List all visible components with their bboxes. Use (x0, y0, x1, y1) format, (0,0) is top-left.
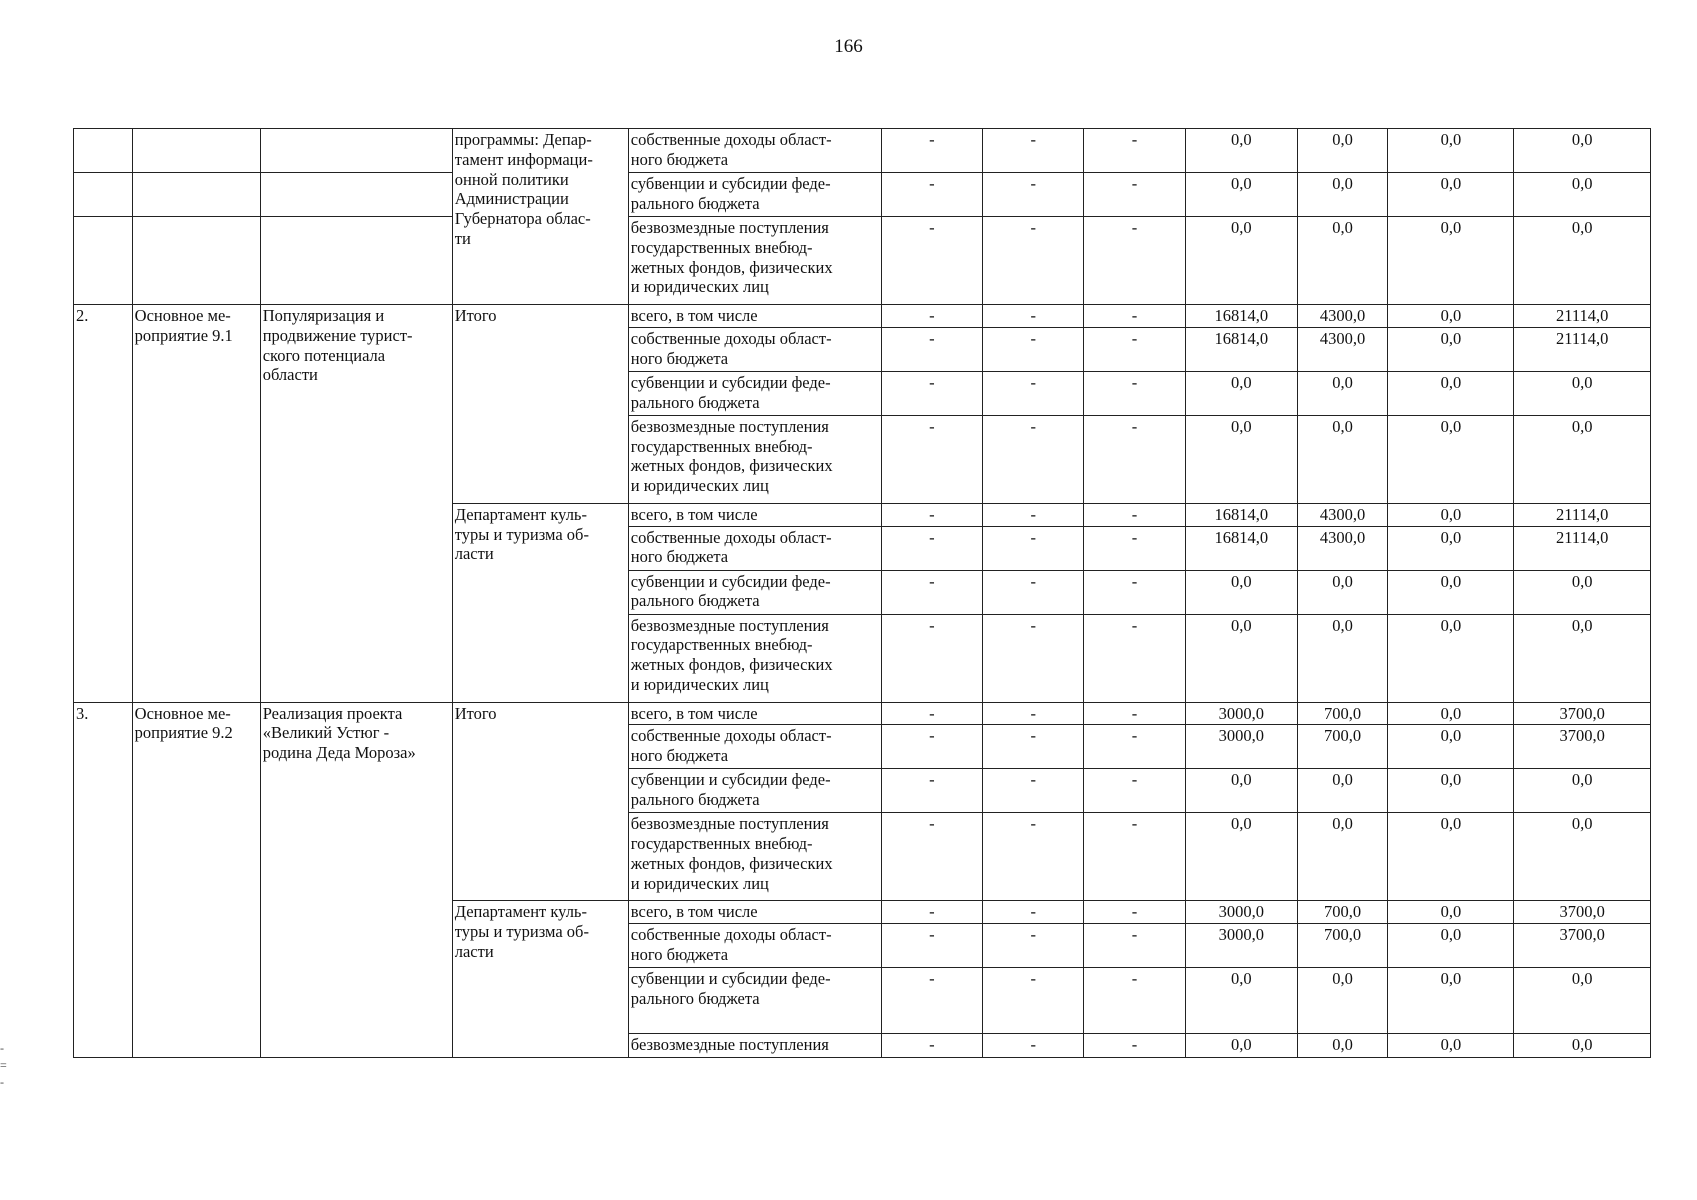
value-cell: - (1084, 924, 1185, 968)
value-cell: - (1084, 217, 1185, 305)
funding-source-cell: всего, в том числе (628, 305, 881, 328)
value-cell: 0,0 (1185, 129, 1297, 173)
value-cell: 3700,0 (1514, 702, 1651, 725)
value-cell: 0,0 (1388, 901, 1514, 924)
value-cell: - (881, 614, 982, 702)
table-row (74, 702, 1651, 725)
value-cell: 0,0 (1388, 924, 1514, 968)
value-cell: 0,0 (1185, 968, 1297, 1034)
value-cell: 0,0 (1388, 371, 1514, 415)
value-cell: 0,0 (1297, 614, 1388, 702)
value-cell: - (881, 217, 982, 305)
value-cell: - (983, 769, 1084, 813)
value-cell: 3700,0 (1514, 901, 1651, 924)
activity-cell: Основное ме- роприятие 9.1 (132, 305, 260, 703)
name-cell (260, 173, 452, 217)
value-cell: 700,0 (1297, 924, 1388, 968)
row-number: 3. (74, 702, 133, 1058)
executor-cell: Департамент куль- туры и туризма об- ласти (452, 503, 628, 702)
value-cell: 0,0 (1297, 570, 1388, 614)
funding-source-cell: субвенции и субсидии феде- рального бюджета (628, 570, 881, 614)
value-cell: 4300,0 (1297, 526, 1388, 570)
value-cell: - (1084, 968, 1185, 1034)
value-cell: 21114,0 (1514, 327, 1651, 371)
value-cell: 0,0 (1514, 371, 1651, 415)
margin-marks (0, 1040, 10, 1180)
value-cell: 0,0 (1388, 503, 1514, 526)
value-cell: - (983, 526, 1084, 570)
value-cell: 0,0 (1185, 813, 1297, 901)
value-cell: - (881, 305, 982, 328)
funding-source-cell: всего, в том числе (628, 503, 881, 526)
value-cell: - (983, 924, 1084, 968)
funding-source-cell: безвозмездные поступления (628, 1034, 881, 1058)
value-cell: 0,0 (1388, 570, 1514, 614)
funding-source-cell: всего, в том числе (628, 702, 881, 725)
table-row (74, 217, 1651, 305)
table-row (74, 305, 1651, 328)
funding-source-cell: собственные доходы област- ного бюджета (628, 924, 881, 968)
value-cell: - (881, 924, 982, 968)
margin-mark: - (0, 1074, 4, 1089)
value-cell: - (1084, 901, 1185, 924)
value-cell: 0,0 (1388, 526, 1514, 570)
funding-source-cell: собственные доходы област- ного бюджета (628, 725, 881, 769)
value-cell: 0,0 (1297, 1034, 1388, 1058)
value-cell: 21114,0 (1514, 305, 1651, 328)
value-cell: - (881, 968, 982, 1034)
value-cell: 0,0 (1185, 1034, 1297, 1058)
value-cell: - (881, 327, 982, 371)
value-cell: 0,0 (1185, 570, 1297, 614)
executor-cell: Департамент куль- туры и туризма об- ласти (452, 901, 628, 1058)
value-cell: 0,0 (1297, 415, 1388, 503)
funding-source-cell: субвенции и субсидии феде- рального бюджета (628, 968, 881, 1034)
value-cell: 0,0 (1297, 217, 1388, 305)
value-cell: - (983, 415, 1084, 503)
value-cell: 0,0 (1388, 702, 1514, 725)
funding-source-cell: субвенции и субсидии феде- рального бюджета (628, 371, 881, 415)
value-cell: 0,0 (1185, 371, 1297, 415)
value-cell: 0,0 (1185, 769, 1297, 813)
value-cell: 0,0 (1514, 614, 1651, 702)
value-cell: 0,0 (1514, 173, 1651, 217)
value-cell: 3000,0 (1185, 702, 1297, 725)
value-cell: - (983, 725, 1084, 769)
activity-cell (132, 217, 260, 305)
value-cell: - (983, 305, 1084, 328)
value-cell: 16814,0 (1185, 526, 1297, 570)
value-cell: - (983, 327, 1084, 371)
value-cell: - (881, 1034, 982, 1058)
funding-source-cell: безвозмездные поступления государственных внебюд- жетных фондов, физических и юридических лиц (628, 614, 881, 702)
value-cell: - (1084, 813, 1185, 901)
executor-cell: Итого (452, 305, 628, 504)
value-cell: - (881, 901, 982, 924)
value-cell: - (1084, 503, 1185, 526)
value-cell: 0,0 (1388, 415, 1514, 503)
value-cell: - (1084, 702, 1185, 725)
value-cell: - (1084, 371, 1185, 415)
funding-source-cell: субвенции и субсидии феде- рального бюджета (628, 769, 881, 813)
value-cell: - (983, 217, 1084, 305)
funding-source-cell: собственные доходы област- ного бюджета (628, 526, 881, 570)
value-cell: - (881, 371, 982, 415)
value-cell: - (1084, 526, 1185, 570)
value-cell: 0,0 (1388, 769, 1514, 813)
funding-source-cell: всего, в том числе (628, 901, 881, 924)
value-cell: 3700,0 (1514, 725, 1651, 769)
value-cell: 16814,0 (1185, 503, 1297, 526)
value-cell: 0,0 (1297, 129, 1388, 173)
value-cell: 0,0 (1297, 968, 1388, 1034)
value-cell: - (983, 813, 1084, 901)
value-cell: - (983, 968, 1084, 1034)
activity-cell (132, 129, 260, 173)
value-cell: 0,0 (1388, 1034, 1514, 1058)
value-cell: - (983, 173, 1084, 217)
value-cell: 0,0 (1297, 173, 1388, 217)
table-row (74, 173, 1651, 217)
value-cell: 0,0 (1514, 968, 1651, 1034)
value-cell: 0,0 (1514, 769, 1651, 813)
value-cell: 700,0 (1297, 901, 1388, 924)
table-row (74, 129, 1651, 173)
value-cell: 0,0 (1297, 769, 1388, 813)
row-number (74, 129, 133, 173)
value-cell: - (881, 526, 982, 570)
funding-source-cell: безвозмездные поступления государственных внебюд- жетных фондов, физических и юридических лиц (628, 217, 881, 305)
value-cell: - (1084, 725, 1185, 769)
value-cell: 0,0 (1388, 217, 1514, 305)
value-cell: 21114,0 (1514, 526, 1651, 570)
value-cell: 0,0 (1514, 570, 1651, 614)
value-cell: - (1084, 305, 1185, 328)
value-cell: 0,0 (1388, 614, 1514, 702)
value-cell: - (1084, 129, 1185, 173)
table-body (74, 129, 1651, 1058)
value-cell: 16814,0 (1185, 327, 1297, 371)
value-cell: 0,0 (1185, 415, 1297, 503)
value-cell: 21114,0 (1514, 503, 1651, 526)
margin-mark: = (0, 1057, 7, 1072)
value-cell: - (1084, 570, 1185, 614)
value-cell: - (983, 570, 1084, 614)
page-number: 166 (834, 36, 863, 57)
funding-source-cell: субвенции и субсидии феде- рального бюджета (628, 173, 881, 217)
margin-mark: - (0, 1041, 4, 1055)
value-cell: 0,0 (1185, 217, 1297, 305)
value-cell: 3000,0 (1185, 924, 1297, 968)
value-cell: 16814,0 (1185, 305, 1297, 328)
funding-source-cell: собственные доходы област- ного бюджета (628, 129, 881, 173)
value-cell: - (881, 769, 982, 813)
value-cell: 0,0 (1388, 725, 1514, 769)
value-cell: - (983, 129, 1084, 173)
value-cell: 4300,0 (1297, 305, 1388, 328)
funding-source-cell: безвозмездные поступления государственных внебюд- жетных фондов, физических и юридических лиц (628, 415, 881, 503)
value-cell: 0,0 (1514, 1034, 1651, 1058)
value-cell: - (881, 129, 982, 173)
value-cell: - (1084, 769, 1185, 813)
value-cell: - (881, 570, 982, 614)
activity-cell (132, 173, 260, 217)
value-cell: - (881, 813, 982, 901)
value-cell: 0,0 (1388, 968, 1514, 1034)
value-cell: 700,0 (1297, 702, 1388, 725)
value-cell: - (1084, 327, 1185, 371)
value-cell: - (1084, 1034, 1185, 1058)
row-number (74, 217, 133, 305)
financing-table (73, 128, 1651, 1058)
value-cell: 0,0 (1514, 217, 1651, 305)
value-cell: 700,0 (1297, 725, 1388, 769)
value-cell: 0,0 (1388, 305, 1514, 328)
value-cell: 0,0 (1185, 614, 1297, 702)
funding-source-cell: безвозмездные поступления государственных внебюд- жетных фондов, физических и юридических лиц (628, 813, 881, 901)
name-cell (260, 217, 452, 305)
name-cell (260, 129, 452, 173)
value-cell: - (881, 415, 982, 503)
value-cell: - (1084, 614, 1185, 702)
name-cell: Реализация проекта «Великий Устюг - родина Деда Мороза» (260, 702, 452, 1058)
value-cell: 0,0 (1514, 415, 1651, 503)
value-cell: - (1084, 415, 1185, 503)
value-cell: - (983, 702, 1084, 725)
activity-cell: Основное ме- роприятие 9.2 (132, 702, 260, 1058)
value-cell: - (881, 725, 982, 769)
value-cell: 0,0 (1388, 327, 1514, 371)
row-number (74, 173, 133, 217)
value-cell: 0,0 (1185, 173, 1297, 217)
value-cell: - (881, 503, 982, 526)
value-cell: - (983, 614, 1084, 702)
value-cell: 0,0 (1514, 813, 1651, 901)
value-cell: 3000,0 (1185, 725, 1297, 769)
executor-cell: Итого (452, 702, 628, 901)
row-number: 2. (74, 305, 133, 703)
value-cell: 0,0 (1297, 813, 1388, 901)
value-cell: 0,0 (1297, 371, 1388, 415)
value-cell: 0,0 (1388, 173, 1514, 217)
value-cell: - (983, 901, 1084, 924)
value-cell: - (1084, 173, 1185, 217)
value-cell: 3000,0 (1185, 901, 1297, 924)
value-cell: - (983, 371, 1084, 415)
value-cell: 0,0 (1514, 129, 1651, 173)
value-cell: - (881, 173, 982, 217)
value-cell: 0,0 (1388, 129, 1514, 173)
value-cell: 0,0 (1388, 813, 1514, 901)
value-cell: 3700,0 (1514, 924, 1651, 968)
executor-cell: программы: Депар- тамент информаци- онной политики Администрации Губернатора облас- ти (452, 129, 628, 305)
value-cell: 4300,0 (1297, 327, 1388, 371)
value-cell: - (983, 503, 1084, 526)
value-cell: - (881, 702, 982, 725)
value-cell: 4300,0 (1297, 503, 1388, 526)
name-cell: Популяризация и продвижение турист- ского потенциала области (260, 305, 452, 703)
funding-source-cell: собственные доходы област- ного бюджета (628, 327, 881, 371)
value-cell: - (983, 1034, 1084, 1058)
